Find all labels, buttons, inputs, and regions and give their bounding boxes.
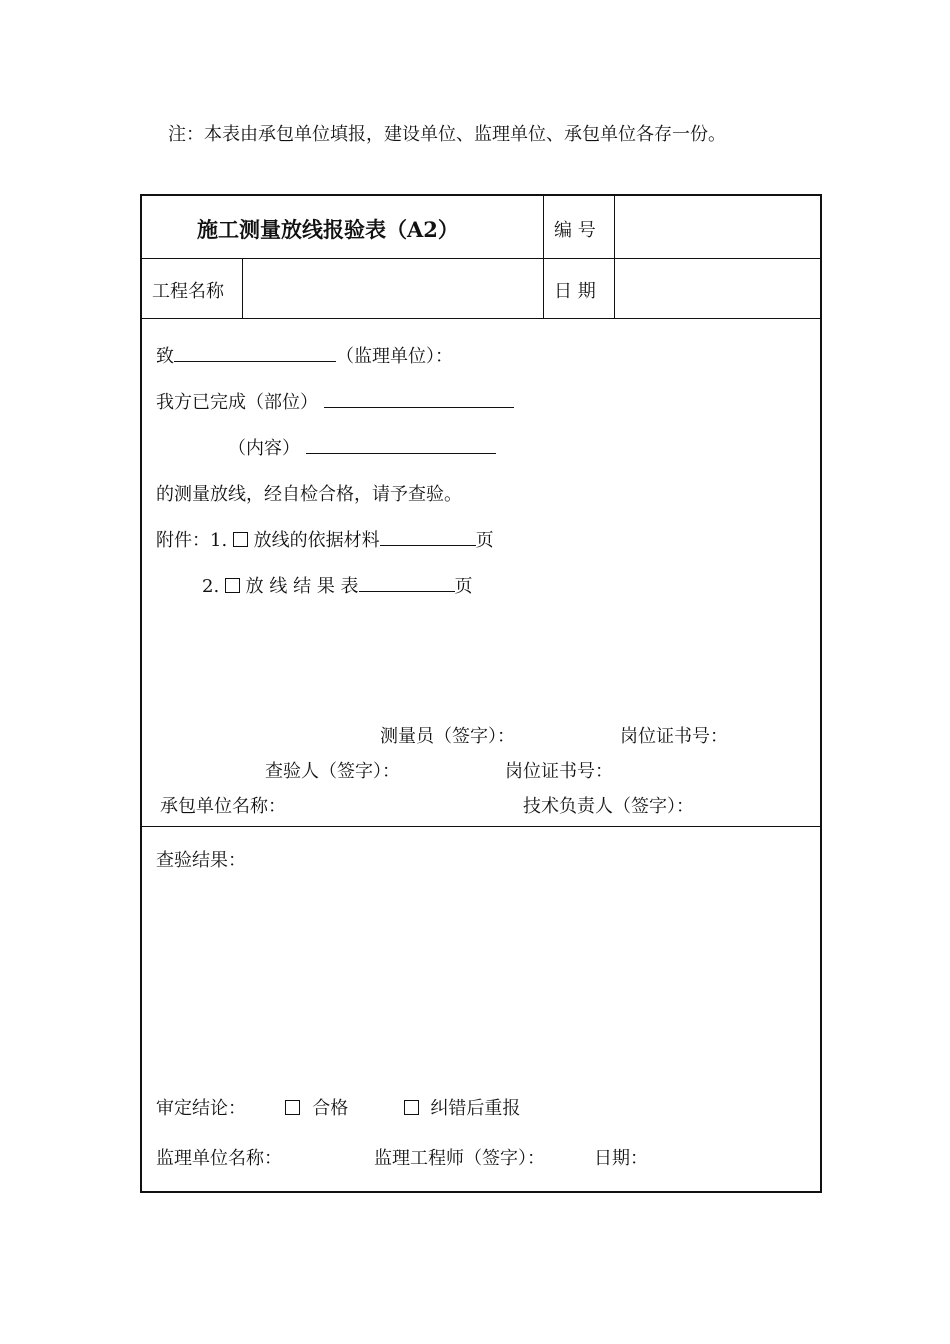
checkbox-result-table[interactable] <box>225 578 240 593</box>
content-label: （内容） <box>228 438 300 459</box>
survey-inspection-form <box>140 194 822 1193</box>
option-resubmit-label: 纠错后重报 <box>430 1098 521 1119</box>
to-prefix: 致 <box>156 346 174 367</box>
col-divider <box>614 196 615 318</box>
date-label: 日 期 <box>554 281 596 302</box>
addressee-line <box>156 342 453 368</box>
statement: 的测量放线，经自检合格，请予查验。 <box>156 484 462 505</box>
number-field[interactable] <box>622 210 818 250</box>
option-pass-label: 合格 <box>312 1098 349 1119</box>
contractor-name-label: 承包单位名称： <box>160 796 286 817</box>
location-blank[interactable] <box>324 391 514 408</box>
checkbox-basis-material[interactable] <box>233 532 248 547</box>
attachment-1-unit: 页 <box>475 530 494 551</box>
row-divider <box>142 826 820 827</box>
footnote: 注：本表由承包单位填报，建设单位、监理单位、承包单位各存一份。 <box>168 124 726 145</box>
attachment-2-unit: 页 <box>454 576 473 597</box>
attachment-prefix: 附件：1. <box>156 530 228 551</box>
supervisor-unit-blank[interactable] <box>174 345 336 362</box>
row-divider <box>142 318 820 319</box>
result-date-label: 日期： <box>594 1148 648 1169</box>
col-divider <box>242 258 243 318</box>
conclusion-line <box>156 1094 520 1120</box>
content-blank[interactable] <box>306 437 496 454</box>
inspection-result-label: 查验结果： <box>156 850 246 871</box>
row-divider <box>142 258 820 259</box>
checkbox-resubmit[interactable] <box>404 1100 419 1115</box>
tech-lead-signature-label: 技术负责人（签字）： <box>523 796 694 817</box>
to-suffix: （监理单位）： <box>336 346 453 367</box>
surveyor-signature-label: 测量员（签字）： <box>380 726 515 747</box>
attachment-1 <box>156 526 494 552</box>
supervisor-unit-name-label: 监理单位名称： <box>156 1148 282 1169</box>
cert-number-label-1: 岗位证书号： <box>620 726 728 747</box>
attachment-1-label: 放线的依据材料 <box>253 530 380 551</box>
supervising-engineer-signature-label: 监理工程师（签字）： <box>374 1148 545 1169</box>
completed-label: 我方已完成（部位） <box>156 392 318 413</box>
attachment-2-label: 放 线 结 果 表 <box>245 576 359 597</box>
col-divider <box>543 196 544 318</box>
date-field[interactable] <box>622 266 818 310</box>
attachment-2 <box>202 572 473 598</box>
form-title: 施工测量放线报验表（A2） <box>197 217 459 242</box>
checkbox-pass[interactable] <box>285 1100 300 1115</box>
project-name-label: 工程名称 <box>152 281 224 302</box>
content-line <box>228 434 496 460</box>
completed-line <box>156 388 514 414</box>
inspector-signature-label: 查验人（签字）： <box>265 761 400 782</box>
attachment-1-pages-blank[interactable] <box>380 529 476 546</box>
project-name-field[interactable] <box>250 266 536 310</box>
cert-number-label-2: 岗位证书号： <box>505 761 613 782</box>
attachment-2-pages-blank[interactable] <box>359 575 455 592</box>
attachment-2-num: 2. <box>202 576 220 597</box>
number-label: 编 号 <box>554 220 596 241</box>
conclusion-label: 审定结论： <box>156 1098 246 1119</box>
